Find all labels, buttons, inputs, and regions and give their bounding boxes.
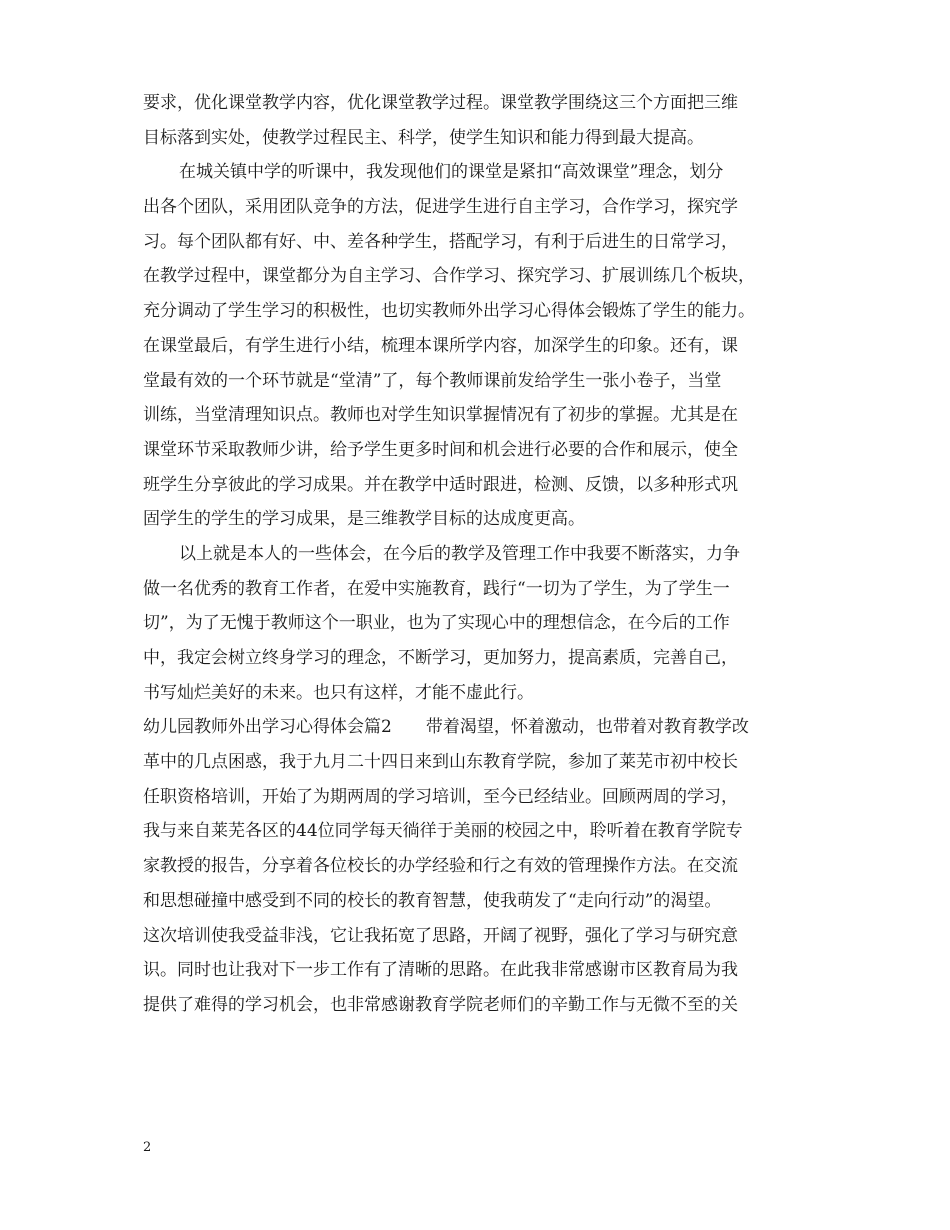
text-line: 目标落到实处，使教学过程民主、科学，使学生知识和能力得到最大提高。 <box>143 127 704 148</box>
text-line: 识。同时也让我对下一步工作有了清晰的思路。在此我非常感谢市区教育局为我 <box>143 960 738 981</box>
document-body <box>143 86 833 1023</box>
text-line: 书写灿烂美好的未来。也只有这样，才能不虚此行。 <box>143 682 534 703</box>
paragraph-start-line: 在城关镇中学的听课中，我发现他们的课堂是紧扣“高效课堂”理念，划分 <box>179 162 724 183</box>
text-line: 固学生的学生的学习成果，是三维教学目标的达成度更高。 <box>143 509 585 530</box>
text-line: 在教学过程中，课堂都分为自主学习、合作学习、探究学习、扩展训练几个板块， <box>143 266 755 287</box>
text-line: 充分调动了学生学习的积极性，也切实教师外出学习心得体会锻炼了学生的能力。 <box>143 301 755 322</box>
page-number: 2 <box>143 1140 152 1155</box>
text-line: 出各个团队，采用团队竞争的方法，促进学生进行自主学习，合作学习，探究学 <box>143 197 738 218</box>
text-line: 提供了难得的学习机会，也非常感谢教育学院老师们的辛勤工作与无微不至的关 <box>143 994 738 1015</box>
text-line: 训练，当堂清理知识点。教师也对学生知识掌握情况有了初步的掌握。尤其是在 <box>143 405 738 426</box>
text-line: 切”，为了无愧于教师这个一职业，也为了实现心中的理想信念，在今后的工作 <box>143 613 730 634</box>
section-heading-line: 幼儿园教师外出学习心得体会篇2 带着渴望，怀着激动，也带着对教育教学改 <box>143 717 749 738</box>
text-line: 做一名优秀的教育工作者，在爱中实施教育，践行“一切为了学生，为了学生一 <box>143 578 730 599</box>
text-line: 这次培训使我受益非浅，它让我拓宽了思路，开阔了视野，强化了学习与研究意 <box>143 925 738 946</box>
text-line: 要求，优化课堂教学内容，优化课堂教学过程。课堂教学围绕这三个方面把三维 <box>143 93 738 113</box>
text-line: 在课堂最后，有学生进行小结，梳理本课所学内容，加深学生的印象。还有，课 <box>143 335 738 356</box>
paragraph-start-line: 以上就是本人的一些体会，在今后的教学及管理工作中我要不断落实，力争 <box>179 543 740 564</box>
text-line: 我与来自莱芜各区的44位同学每天徜徉于美丽的校园之中，聆听着在教育学院专 <box>143 821 743 842</box>
text-line: 课堂环节采取教师少讲，给予学生更多时间和机会进行必要的合作和展示，使全 <box>143 439 738 460</box>
text-line: 堂最有效的一个环节就是“堂清”了，每个教师课前发给学生一张小卷子，当堂 <box>143 370 722 391</box>
text-line: 家教授的报告，分享着各位校长的办学经验和行之有效的管理操作方法。在交流 <box>143 856 738 877</box>
text-line: 革中的几点困惑，我于九月二十四日来到山东教育学院，参加了莱芜市初中校长 <box>143 752 738 773</box>
text-line: 习。每个团队都有好、中、差各种学生，搭配学习，有利于后进生的日常学习， <box>143 231 738 252</box>
text-line: 中，我定会树立终身学习的理念，不断学习，更加努力，提高素质，完善自己， <box>143 648 738 668</box>
text-line: 和思想碰撞中感受到不同的校长的教育智慧，使我萌发了“走向行动”的渴望。 <box>143 890 722 911</box>
text-line: 任职资格培训，开始了为期两周的学习培训，至今已经结业。回顾两周的学习， <box>143 786 738 807</box>
text-line: 班学生分享彼此的学习成果。并在教学中适时跟进，检测、反馈，以多种形式巩 <box>143 474 738 495</box>
